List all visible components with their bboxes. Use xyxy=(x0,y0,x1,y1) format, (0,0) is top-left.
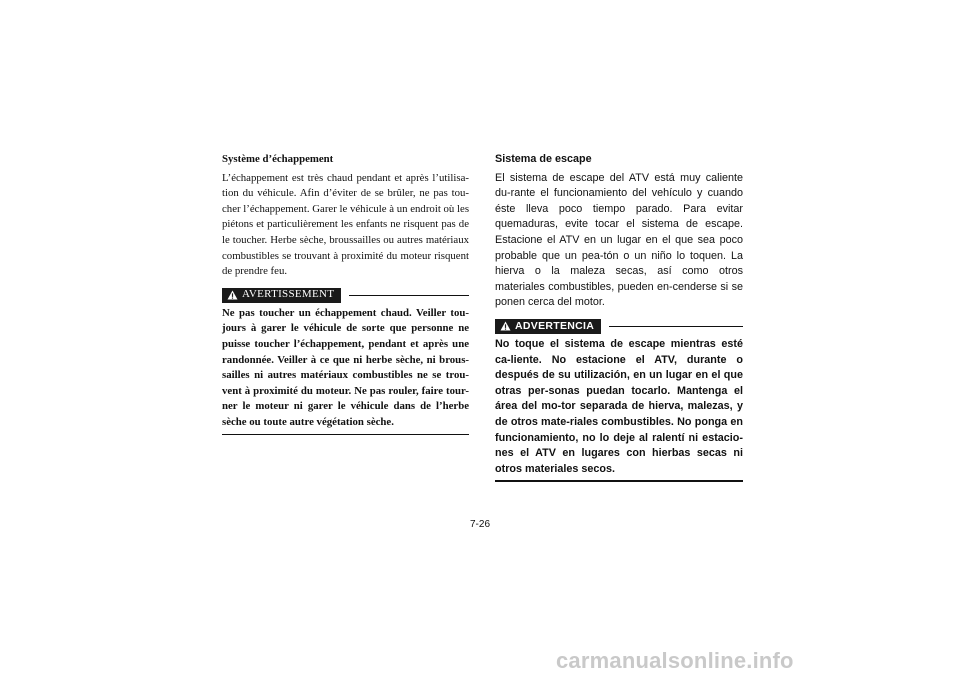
warning-triangle-icon xyxy=(227,290,238,300)
spanish-warning-badge xyxy=(495,319,601,334)
french-body-text: L’échappement est très chaud pendant et après l’utilisa-tion du véhicule. Afin d’éviter de se brûler, ne pas tou-cher l’échappement. Garer le véhicule à un endroit où les piétons et particulièrement les enfants ne risquent pas de le toucher. Herbe sèche, broussailles ou autres matériaux combustibles se trouvant à proximité du moteur risquent de prendre feu. xyxy=(222,171,470,278)
warning-triangle-icon xyxy=(500,321,511,331)
spanish-warning-rule xyxy=(609,326,743,327)
french-warning-end-rule xyxy=(222,434,469,435)
french-warning-rule xyxy=(349,295,469,296)
french-warning-text: Ne pas toucher un échappement chaud. Veiller tou-jours à garer le véhicule de sorte que personne ne puisse toucher l’échappement, pendant et après une randonnée. Veiller à ce que ni herbe sèche, ni brous-sailles ni autres matériaux combustibles ne se trou-vent à proximité du moteur. Ne pas rouler, faire tour-ner le moteur ni garer le véhicule dans de l’herbe sèche ou toute autre végétation sèche. xyxy=(222,306,469,428)
spanish-section-title: Sistema de escape xyxy=(495,153,592,165)
french-section-title: Système d’échappement xyxy=(222,153,334,165)
french-warning-header xyxy=(222,288,469,303)
spanish-warning-text: No toque el sistema de escape mientras esté ca-liente. No estacione el ATV, durante o después de su utilización, en un lugar en el que otras per-sonas puedan tocarlo. Mantenga el área del mo-tor separada de hierva, malezas, y de otros mate-riales combustibles. No ponga en funcionamiento, no lo deje al ralentí ni estacio-nes el ATV en lugares con hierbas secas ni otros materiales secos. xyxy=(495,337,743,475)
spanish-warning-label: ADVERTENCIA xyxy=(515,319,595,332)
spanish-column xyxy=(495,152,743,482)
spanish-body-text: El sistema de escape del ATV está muy caliente du-rante el funcionamiento del vehículo y cuando éste lleva poco tiempo parado. Para evitar quemaduras, evite tocar el sistema de escape. Estacione el ATV en un lugar en el que sea poco probable que un pea-tón o un niño lo toquen. La hierva o la maleza secas, así como otros materiales combustibles, pueden en-cenderse si se ponen cerca del motor. xyxy=(495,171,743,309)
french-warning-label: AVERTISSEMENT xyxy=(242,288,335,301)
french-warning-badge xyxy=(222,288,341,303)
spanish-warning-header xyxy=(495,319,743,334)
watermark: carmanualsonline.info xyxy=(556,648,794,673)
page-number: 7-26 xyxy=(470,519,491,530)
spanish-warning-end-rule xyxy=(495,480,743,481)
french-column xyxy=(222,152,469,435)
